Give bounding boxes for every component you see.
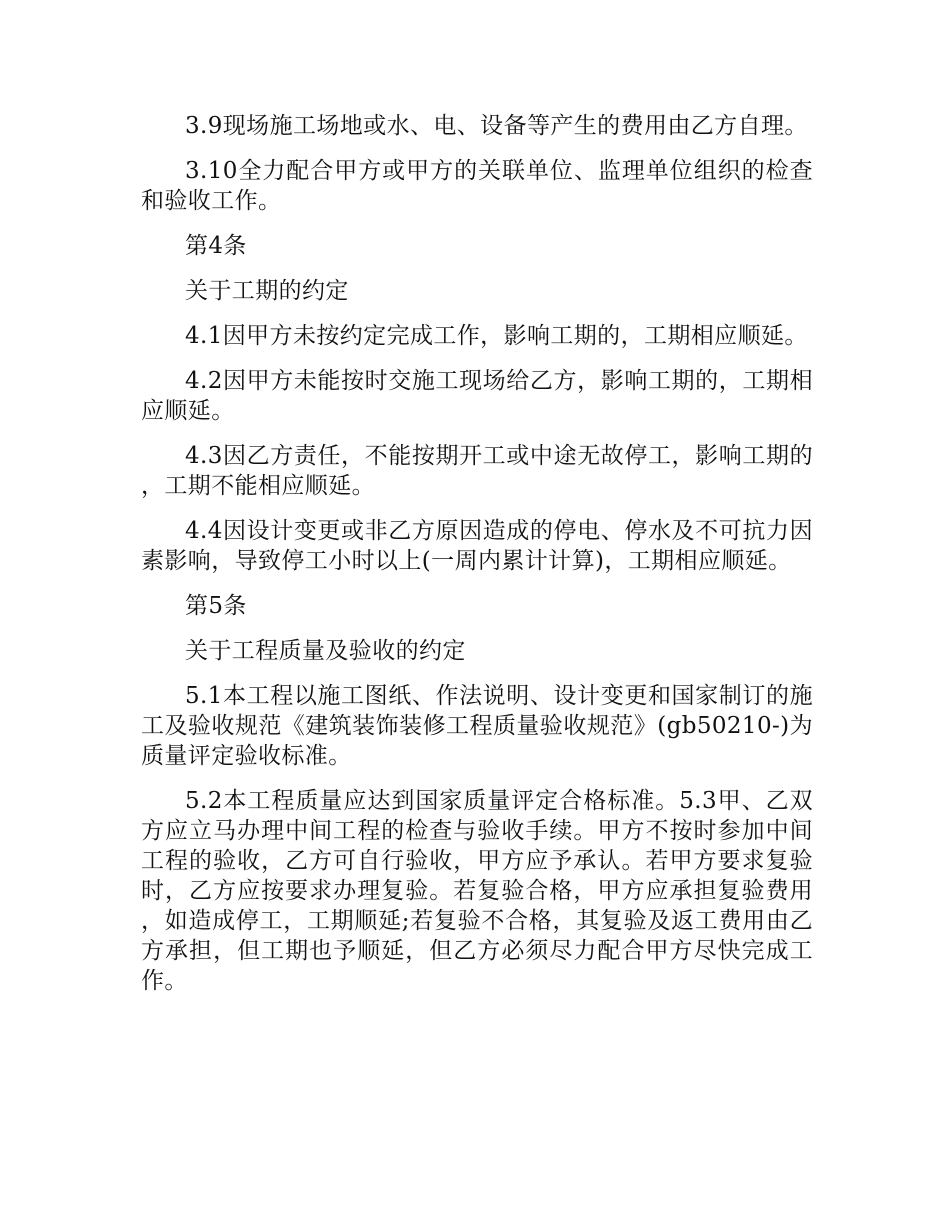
clause-5-2: 5.2本工程质量应达到国家质量评定合格标准。5.3甲、乙双方应立马办理中间工程的检查与验收手续。甲方不按时参加中间工程的验收，乙方可自行验收，甲方应予承认。若甲方要求复验时，乙方应按要求办理复验。若复验合格，甲方应承担复验费用，如造成停工，工期顺延;若复验不合格，其复验及返工费用由乙方承担，但工期也予顺延，但乙方必须尽力配合甲方尽快完成工作。	[141, 788, 813, 994]
clause-4-4: 4.4因设计变更或非乙方原因造成的停电、停水及不可抗力因素影响，导致停工小时以上(一周内累计计算)，工期相应顺延。	[141, 518, 813, 574]
clause-5-1: 5.1本工程以施工图纸、作法说明、设计变更和国家制订的施工及验收规范《建筑装饰装修工程质量验收规范》(gb50210-)为质量评定验收标准。	[141, 683, 813, 769]
article-4-title: 第4条	[185, 233, 247, 259]
clause-4-2: 4.2因甲方未能按时交施工现场给乙方，影响工期的，工期相应顺延。	[141, 368, 813, 424]
article-5-title: 第5条	[185, 593, 247, 619]
clause-3-9: 3.9现场施工场地或水、电、设备等产生的费用由乙方自理。	[185, 113, 808, 139]
clause-4-3: 4.3因乙方责任，不能按期开工或中途无故停工，影响工期的，工期不能相应顺延。	[141, 443, 813, 499]
clause-4-1: 4.1因甲方未按约定完成工作，影响工期的，工期相应顺延。	[185, 323, 808, 349]
article-5-subject: 关于工程质量及验收的约定	[185, 638, 466, 664]
document-body	[141, 111, 813, 1011]
article-4-subject: 关于工期的约定	[185, 278, 349, 304]
clause-3-10: 3.10全力配合甲方或甲方的关联单位、监理单位组织的检查和验收工作。	[141, 158, 813, 214]
